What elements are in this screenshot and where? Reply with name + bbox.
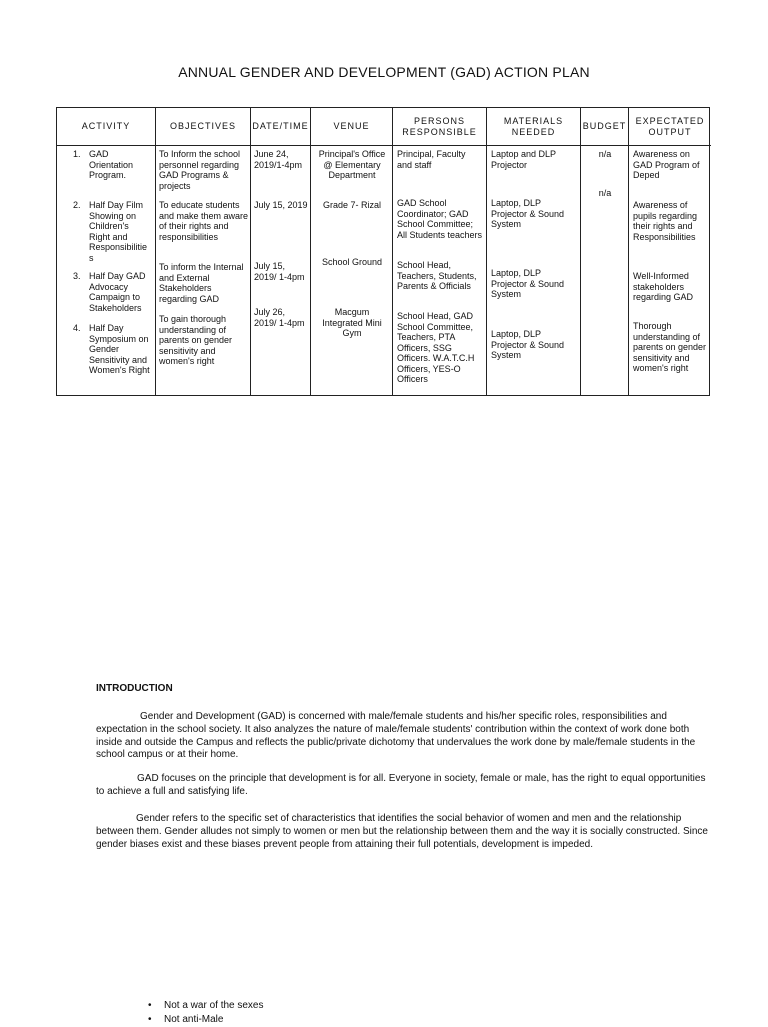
row-number: 3. [73, 271, 81, 281]
persons-cell: GAD School Coordinator; GAD School Committee; All Students teachers [397, 198, 483, 240]
persons-cell: Principal, Faculty and staff [397, 149, 466, 170]
materials-cell: Laptop, DLP Projector & Sound System [491, 198, 565, 229]
activity-cell: Half Day GAD Advocacy Campaign to Stakeholders [89, 271, 146, 313]
venue-cell: Grade 7- Rizal [322, 200, 382, 210]
row-number: 4. [73, 323, 81, 333]
bullet-list [96, 999, 264, 1027]
action-plan-table [56, 107, 710, 396]
activity-cell: GAD Orientation Program. [89, 149, 134, 180]
materials-cell: Laptop, DLP Projector & Sound System [491, 268, 565, 299]
date-cell: June 24, 2019/1-4pm [254, 149, 303, 170]
objective-cell: To educate students and make them aware of their rights and responsibilities [159, 200, 249, 242]
header-venue: VENUE [311, 108, 392, 146]
materials-cell: Laptop, DLP Projector & Sound System [491, 329, 565, 360]
output-cell: Thorough understanding of parents on gender sensitivity and women's right [633, 321, 707, 373]
objective-cell: To gain thorough understanding of parents on gender sensitivity and women's right [159, 314, 233, 366]
header-materials: MATERIALS NEEDED [487, 108, 580, 146]
intro-paragraph: GAD focuses on the principle that development is for all. Everyone in society, female or male, has the right to equal opportunities to achieve a full and satisfying life. [96, 773, 706, 797]
activity-cell: Half Day Film Showing on Children's Right and Responsibilitie s [89, 200, 148, 263]
materials-cell: Laptop and DLP Projector [491, 149, 556, 170]
date-cell: July 15, 2019 [254, 200, 308, 210]
header-date: DATE/TIME [251, 108, 310, 146]
output-cell: Well-Informed stakeholders regarding GAD [633, 271, 694, 302]
header-output: EXPECTATED OUTPUT [629, 108, 711, 146]
persons-cell: School Head, Teachers, Students, Parents & Officials [397, 260, 477, 291]
venue-cell: Macgum Integrated Mini Gym [322, 307, 382, 338]
row-number: 1. [73, 149, 81, 159]
date-cell: July 26, 2019/ 1-4pm [254, 307, 305, 328]
budget-cell: n/a [598, 149, 612, 159]
intro-paragraph: Gender and Development (GAD) is concerned with male/female students and his/her specific roles, responsibilities and expectation in the school society. It also analyzes the nature of male/female students' contribution within the context of work done both inside and outside the Campus and reflects the public/private dichotomy that undervalues the work done by male/female students in the school campus or at their home. [96, 711, 696, 761]
venue-cell: School Ground [321, 257, 383, 267]
persons-cell: School Head, GAD School Committee, Teachers, PTA Officers, SSG Officers. W.A.T.C.H Officers, YES-O Officers [397, 311, 475, 384]
activity-cell: Half Day Symposium on Gender Sensitivity and Women's Right [89, 323, 150, 375]
output-cell: Awareness of pupils regarding their rights and Responsibilities [633, 200, 698, 242]
list-item: • Not a war of the sexes [96, 999, 264, 1013]
header-persons: PERSONS RESPONSIBLE [393, 108, 486, 146]
page-title: ANNUAL GENDER AND DEVELOPMENT (GAD) ACTION PLAN [178, 64, 590, 80]
venue-cell: Principal's Office @ Elementary Department [318, 149, 386, 180]
header-objectives: OBJECTIVES [156, 108, 250, 146]
budget-cell: n/a [598, 188, 612, 198]
output-cell: Awareness on GAD Program of Deped [633, 149, 700, 180]
objective-cell: To inform the Internal and External Stakeholders regarding GAD [159, 262, 244, 304]
introduction-heading: INTRODUCTION [96, 683, 173, 694]
row-number: 2. [73, 200, 81, 210]
header-activity: ACTIVITY [57, 108, 155, 146]
date-cell: July 15, 2019/ 1-4pm [254, 261, 305, 282]
header-budget: BUDGET [581, 108, 628, 146]
intro-paragraph: Gender refers to the specific set of characteristics that identifies the social behavior of women and men and the relationship between them. Gender alludes not simply to women or men but the relationship between them and the way it is socially constructed. Since gender biases exist and these biases prevent people from attaining their full potentials, development is impeded. [96, 813, 708, 850]
objective-cell: To Inform the school personnel regarding GAD Programs & projects [159, 149, 241, 191]
list-item: • Not anti-Male [96, 1013, 264, 1027]
